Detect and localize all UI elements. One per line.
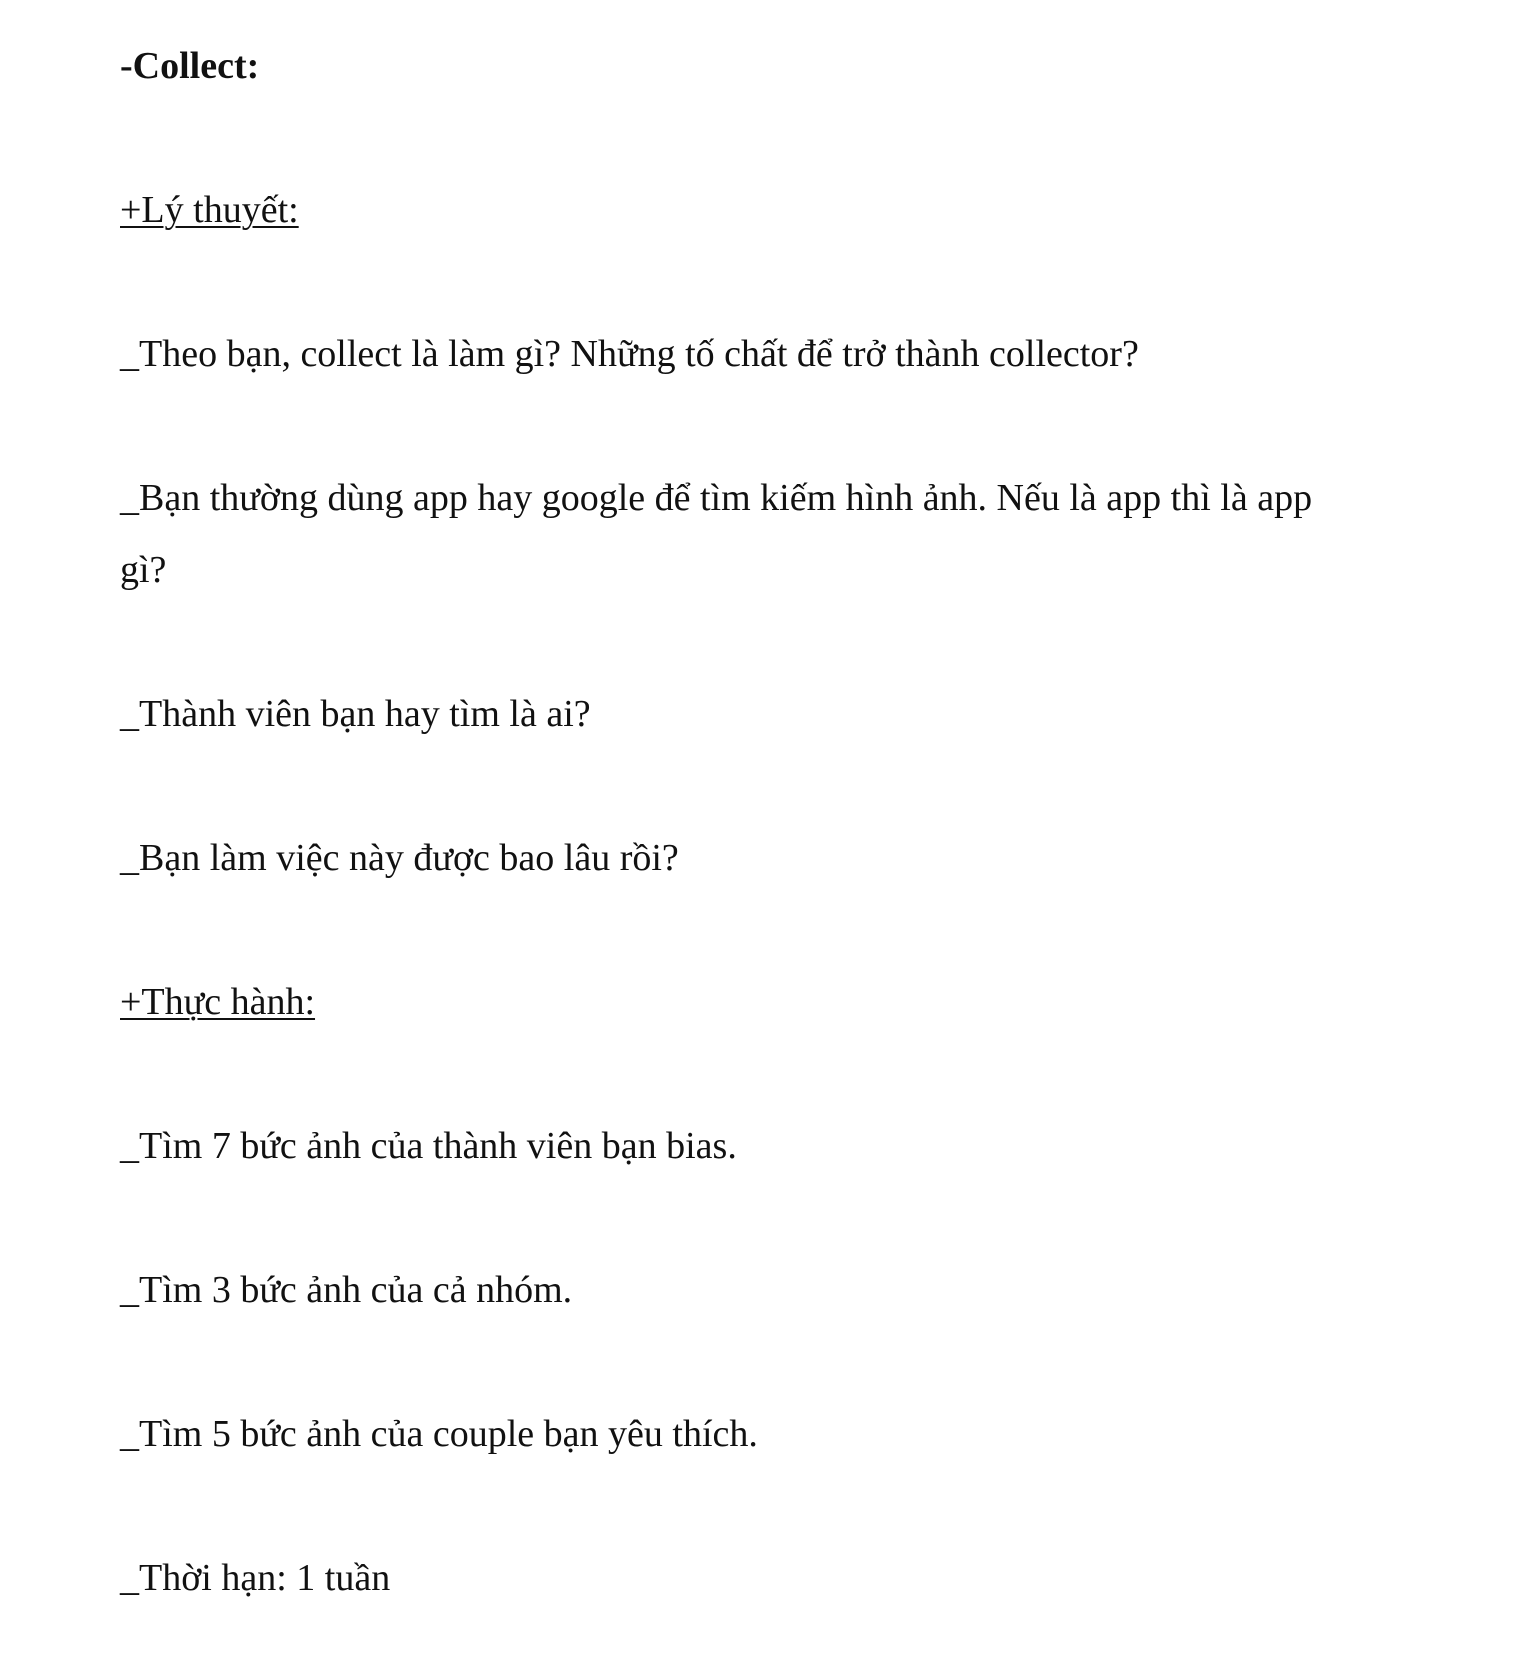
practice-item-deadline: _Thời hạn: 1 tuần bbox=[120, 1557, 391, 1599]
practice-item-1: _Tìm 7 bức ảnh của thành viên bạn bias. bbox=[120, 1125, 737, 1167]
practice-item-2: _Tìm 3 bức ảnh của cả nhóm. bbox=[120, 1269, 573, 1311]
document-page bbox=[120, 0, 1420, 1672]
practice-heading: +Thực hành: bbox=[120, 981, 316, 1023]
document-title: -Collect: bbox=[120, 45, 260, 87]
theory-item-2: _Bạn thường dùng app hay google để tìm kiếm hình ảnh. Nếu là app thì là app bbox=[120, 477, 1313, 519]
practice-item-3: _Tìm 5 bức ảnh của couple bạn yêu thích. bbox=[120, 1413, 758, 1455]
theory-item-3: _Thành viên bạn hay tìm là ai? bbox=[120, 693, 591, 735]
theory-item-2-continued: gì? bbox=[120, 549, 167, 591]
theory-item-1: _Theo bạn, collect là làm gì? Những tố chất để trở thành collector? bbox=[120, 333, 1139, 375]
theory-item-4: _Bạn làm việc này được bao lâu rồi? bbox=[120, 837, 679, 879]
theory-heading: +Lý thuyết: bbox=[120, 189, 299, 231]
